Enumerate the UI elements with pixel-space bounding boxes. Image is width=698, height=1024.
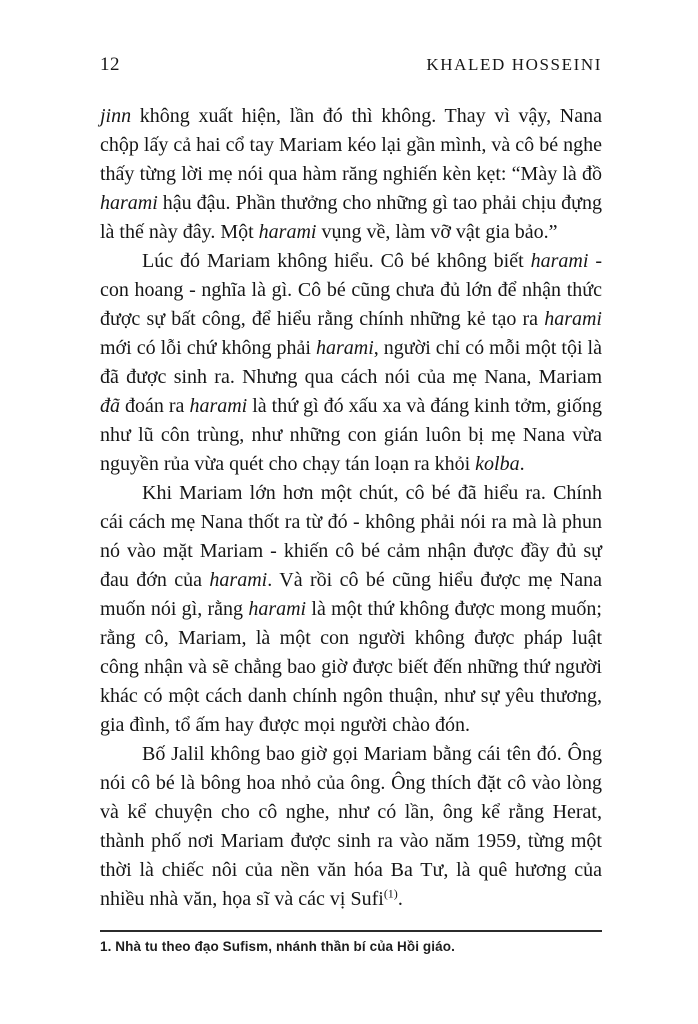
text-run: harami	[315, 337, 374, 359]
text-run: harami	[258, 221, 317, 243]
text-run: harami	[530, 250, 589, 272]
text-run: harami	[100, 192, 158, 214]
paragraph	[100, 740, 602, 914]
text-run: , người chỉ có mỗi một tội là đã được sinh ra. Nhưng qua cách nói của mẹ Nana, Mariam	[100, 337, 602, 388]
paragraph	[100, 479, 602, 740]
text-run: harami	[209, 569, 268, 591]
paragraph	[100, 247, 602, 479]
text-run: là một thứ không được mong muốn; rằng cô, Mariam, là một con người không được pháp luật công nhận và sẽ chẳng bao giờ được biết đến những thứ người khác có một cách danh chính ngôn thuận, như sự yêu thương, gia đình, tổ ấm hay được mọi người chào đón.	[100, 598, 602, 736]
text-run: đoán ra	[120, 395, 190, 417]
footnote-area	[100, 930, 602, 954]
footnote-text: 1. Nhà tu theo đạo Sufism, nhánh thần bí của Hồi giáo.	[100, 939, 455, 954]
running-head-author: KHALED HOSSEINI	[426, 55, 602, 74]
body-text	[100, 102, 602, 914]
text-run: mới có lỗi chứ không phải	[100, 337, 316, 359]
text-run: harami	[248, 598, 307, 620]
text-run: jinn	[100, 105, 132, 127]
text-run: harami	[544, 308, 602, 330]
text-run: .	[519, 453, 525, 475]
text-run: vụng về, làm vỡ vật gia bảo.”	[316, 221, 558, 243]
text-run: harami	[189, 395, 248, 417]
text-run: không xuất hiện, lần đó thì không. Thay vì vậy, Nana chộp lấy cả hai cổ tay Mariam kéo lại gần mình, và cô bé nghe thấy từng lời mẹ nói qua hàm răng nghiến kèn kẹt: “Mày là đồ	[100, 105, 602, 185]
page-header	[100, 54, 602, 76]
text-run: là thứ gì đó xấu xa và đáng kinh tởm, giống như lũ côn trùng, như những con gián luôn bị mẹ Nana vừa nguyền rủa vừa quét cho chạy tán loạn ra khỏi	[100, 395, 602, 475]
paragraph	[100, 102, 602, 247]
text-run: Khi Mariam lớn hơn một chút, cô bé đã hiểu ra. Chính cái cách mẹ Nana thốt ra từ đó - không phải nói ra mà là phun nó vào mặt Mariam - khiến cô bé cảm nhận được đầy đủ sự đau đớn của	[100, 482, 602, 591]
text-run: Bố Jalil không bao giờ gọi Mariam bằng cái tên đó. Ông nói cô bé là bông hoa nhỏ của ông. Ông thích đặt cô vào lòng và kể chuyện cho cô nghe, như có lần, ông kể rằng Herat, thành phố nơi Mariam được sinh ra vào năm 1959, từng một thời là chiếc nôi của nền văn hóa Ba Tư, là quê hương của nhiều nhà văn, họa sĩ và các vị Sufi	[100, 743, 602, 910]
text-run: .	[397, 888, 403, 910]
footnote-reference: (1)	[383, 886, 398, 901]
text-run: - con hoang - nghĩa là gì. Cô bé cũng chưa đủ lớn để nhận thức được sự bất công, để hiểu rằng chính những kẻ tạo ra	[100, 250, 602, 330]
text-run: đã	[100, 395, 120, 417]
text-run: kolba	[475, 453, 520, 475]
page-number: 12	[100, 54, 120, 75]
footnote-separator	[100, 930, 602, 932]
text-run: Lúc đó Mariam không hiểu. Cô bé không biết	[142, 250, 531, 272]
text-run: . Và rồi cô bé cũng hiểu được mẹ Nana muốn nói gì, rằng	[100, 569, 602, 620]
text-run: hậu đậu. Phần thưởng cho những gì tao phải chịu đựng là thế này đây. Một	[100, 192, 602, 243]
